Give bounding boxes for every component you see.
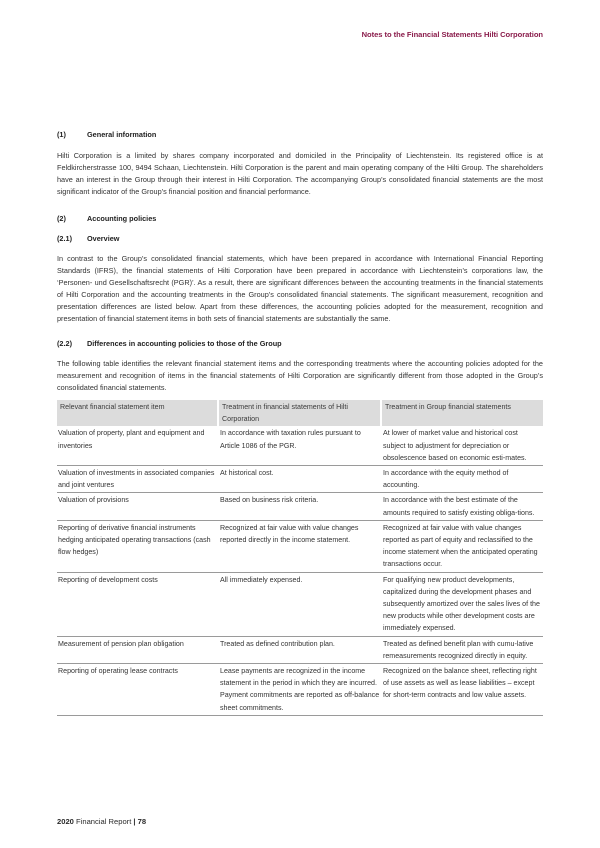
table-cell: All immediately expensed. [219, 573, 382, 637]
table-cell: Valuation of property, plant and equipment and inventories [57, 426, 219, 466]
section-body: Hilti Corporation is a limited by shares company incorporated and domiciled in the Principality of Liechtenstein. Its registered office is at Feldkircherstrasse 100, 9494 Schaan, Liechtenstein. Hilti Corporation is the parent and main operating company of the Hilti Group. The shareholders have an interest in the Group through their interest in Hilti Corporation. The accompanying Group’s consolidated financial statements are the most significant indicator of the Group’s financial position and financial performance. [57, 151, 543, 196]
report-year: 2020 [57, 817, 74, 826]
section-heading [57, 214, 543, 223]
section-heading [57, 339, 543, 348]
section-differences [57, 339, 543, 716]
table-row [57, 664, 543, 716]
column-header: Treatment in financial statements of Hilti Corporation [219, 400, 382, 426]
table-cell: In accordance with the equity method of accounting. [382, 466, 543, 493]
table-cell: Measurement of pension plan obligation [57, 637, 219, 664]
section-general-information [57, 130, 543, 198]
table-cell: Reporting of operating lease contracts [57, 664, 219, 716]
table-row [57, 426, 543, 466]
table-cell: Valuation of investments in associated companies and joint ventures [57, 466, 219, 493]
table-cell: Lease payments are recognized in the income statement in the period in which they are incurred. Payment commitments are reported as off-balance sheet commitments. [219, 664, 382, 716]
table-header-row [57, 400, 543, 426]
table-cell: In accordance with the best estimate of the amounts required to satisfy existing obliga-tions. [382, 493, 543, 520]
section-heading [57, 234, 543, 243]
section-body: In contrast to the Group’s consolidated financial statements, which have been prepared in accordance with International Financial Reporting Standards (IFRS), the financial statements of Hilti Corporation have been prepared in accordance with Liechtenstein’s corporations law, the ‘Personen- und Gesellschaftsrecht (PGR)’. As a result, there are significant differences between the accounting treatments in the financial statements of Hilti Corporation and the accounting treatments in the Group’s consolidated financial statements. The significant measurement, recognition and presentation differences are listed below. Apart from these differences, the accounting policies adopted for the measurement, recognition and presentation of financial statement items in both sets of financial statements are substantially the same. [57, 254, 543, 323]
differences-table [57, 400, 543, 716]
column-header: Treatment in Group financial statements [382, 400, 543, 426]
section-number: (2.1) [57, 234, 73, 243]
table-cell: Treated as defined contribution plan. [219, 637, 382, 664]
footer-separator: | [133, 817, 136, 826]
section-title: Overview [87, 234, 120, 243]
table-row [57, 493, 543, 520]
table-cell: For qualifying new product developments, capitalized during the development phases and subsequently amortized over the sales lives of the new products while other development costs are immediately expensed. [382, 573, 543, 637]
page-content [57, 130, 543, 716]
table-cell: In accordance with taxation rules pursuant to Article 1086 of the PGR. [219, 426, 382, 466]
table-cell: Recognized on the balance sheet, reflecting right of use assets as well as lease liabilities – except for short-term contracts and low value assets. [382, 664, 543, 716]
table-cell: Reporting of derivative financial instruments hedging anticipated operating transactions (cash flow hedges) [57, 521, 219, 573]
page-footer [57, 817, 146, 826]
running-header: Notes to the Financial Statements Hilti Corporation [361, 30, 543, 39]
section-number: (2.2) [57, 339, 73, 348]
table-cell: Valuation of provisions [57, 493, 219, 520]
table-cell: Recognized at fair value with value changes reported as part of equity and reclassified to the income statement when the anticipated operating transactions occur. [382, 521, 543, 573]
report-label: Financial Report [73, 817, 134, 826]
table-row [57, 637, 543, 664]
table-row [57, 573, 543, 637]
section-number: (2) [57, 214, 66, 223]
table-row [57, 466, 543, 493]
column-header: Relevant financial statement item [57, 400, 219, 426]
section-overview [57, 234, 543, 325]
section-title: Accounting policies [87, 214, 157, 223]
section-title: General information [87, 130, 157, 139]
table-row [57, 521, 543, 573]
page-number: 78 [135, 817, 147, 826]
section-body: The following table identifies the relevant financial statement items and the corresponding treatments where the accounting policies adopted for the measurement and recognition of items in the financial statements of Hilti Corporation are significantly different from those adopted in the Group’s consolidated financial statements. [57, 359, 543, 392]
table-cell: Treated as defined benefit plan with cumu-lative remeasurements recognized directly in equity. [382, 637, 543, 664]
section-heading [57, 130, 543, 139]
section-accounting-policies [57, 214, 543, 223]
table-cell: Reporting of development costs [57, 573, 219, 637]
section-title: Differences in accounting policies to those of the Group [87, 339, 282, 348]
table-cell: At historical cost. [219, 466, 382, 493]
table-cell: Based on business risk criteria. [219, 493, 382, 520]
table-cell: Recognized at fair value with value changes reported directly in the income statement. [219, 521, 382, 573]
section-number: (1) [57, 130, 66, 139]
table-cell: At lower of market value and historical cost subject to adjustment for depreciation or obsolescence based on economic esti-mates. [382, 426, 543, 466]
